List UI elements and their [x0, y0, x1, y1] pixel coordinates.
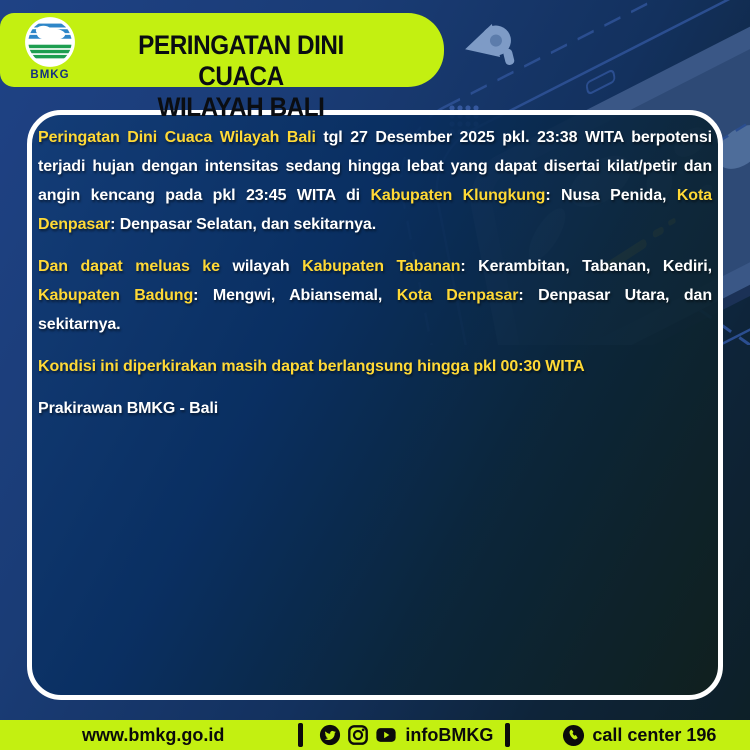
text-segment: Kota Denpasar	[396, 287, 519, 304]
warning-paragraph	[38, 352, 712, 381]
phone-icon	[562, 724, 585, 747]
text-segment: Kabupaten Klungkung	[370, 187, 546, 204]
warning-card	[27, 110, 723, 700]
page-title-line2: WILAYAH BALI	[157, 92, 325, 122]
instagram-icon	[347, 724, 369, 746]
text-segment: Kondisi ini diperkirakan masih dapat berlangsung hingga pkl 00:30 WITA	[38, 358, 585, 375]
text-segment: Peringatan Dini Cuaca Wilayah Bali	[38, 129, 316, 146]
text-segment: Kabupaten Tabanan	[302, 258, 461, 275]
youtube-icon	[375, 724, 397, 746]
forecaster-signature	[38, 394, 712, 423]
warning-paragraph	[38, 123, 712, 239]
twitter-icon	[319, 724, 341, 746]
text-segment: tgl 27 Desember 2025 pkl. 23:38 WITA berpotensi terjadi hujan dengan intensitas sedang hingga lebat yang dapat disertai kilat/petir dan angin kencang pada pkl 23:45 WITA di	[38, 129, 712, 204]
text-segment: : Denpasar Utara, dan sekitarnya.	[38, 287, 712, 333]
footer-separator	[505, 723, 510, 747]
website-url: www.bmkg.go.id	[82, 724, 225, 745]
social-icons	[319, 724, 397, 746]
text-segment: Prakirawan BMKG - Bali	[38, 400, 219, 417]
text-segment: : Nusa Penida,	[545, 187, 677, 204]
text-segment: wilayah	[219, 258, 303, 275]
warning-paragraph	[38, 252, 712, 339]
text-segment: Dan dapat meluas ke	[38, 258, 220, 275]
text-segment: : Mengwi, Abiansemal,	[193, 287, 397, 304]
text-segment: : Denpasar Selatan, dan sekitarnya.	[110, 216, 377, 233]
page-title-line1: PERINGATAN DINI CUACA	[138, 30, 344, 91]
header-banner	[0, 13, 444, 122]
page-title	[101, 30, 382, 123]
footer-separator	[298, 723, 303, 747]
text-segment: Kota Denpasar	[38, 187, 712, 233]
bmkg-logo-label: BMKG	[30, 69, 70, 81]
bmkg-logo-icon	[24, 16, 76, 68]
text-segment: : Kerambitan, Tabanan, Kediri,	[460, 258, 712, 275]
footer-bar	[0, 720, 750, 750]
bmkg-logo	[22, 13, 78, 87]
text-segment: Kabupaten Badung	[38, 287, 194, 304]
social-handle: infoBMKG	[405, 724, 494, 745]
megaphone-icon	[461, 20, 517, 74]
call-center-label: call center 196	[592, 724, 717, 745]
